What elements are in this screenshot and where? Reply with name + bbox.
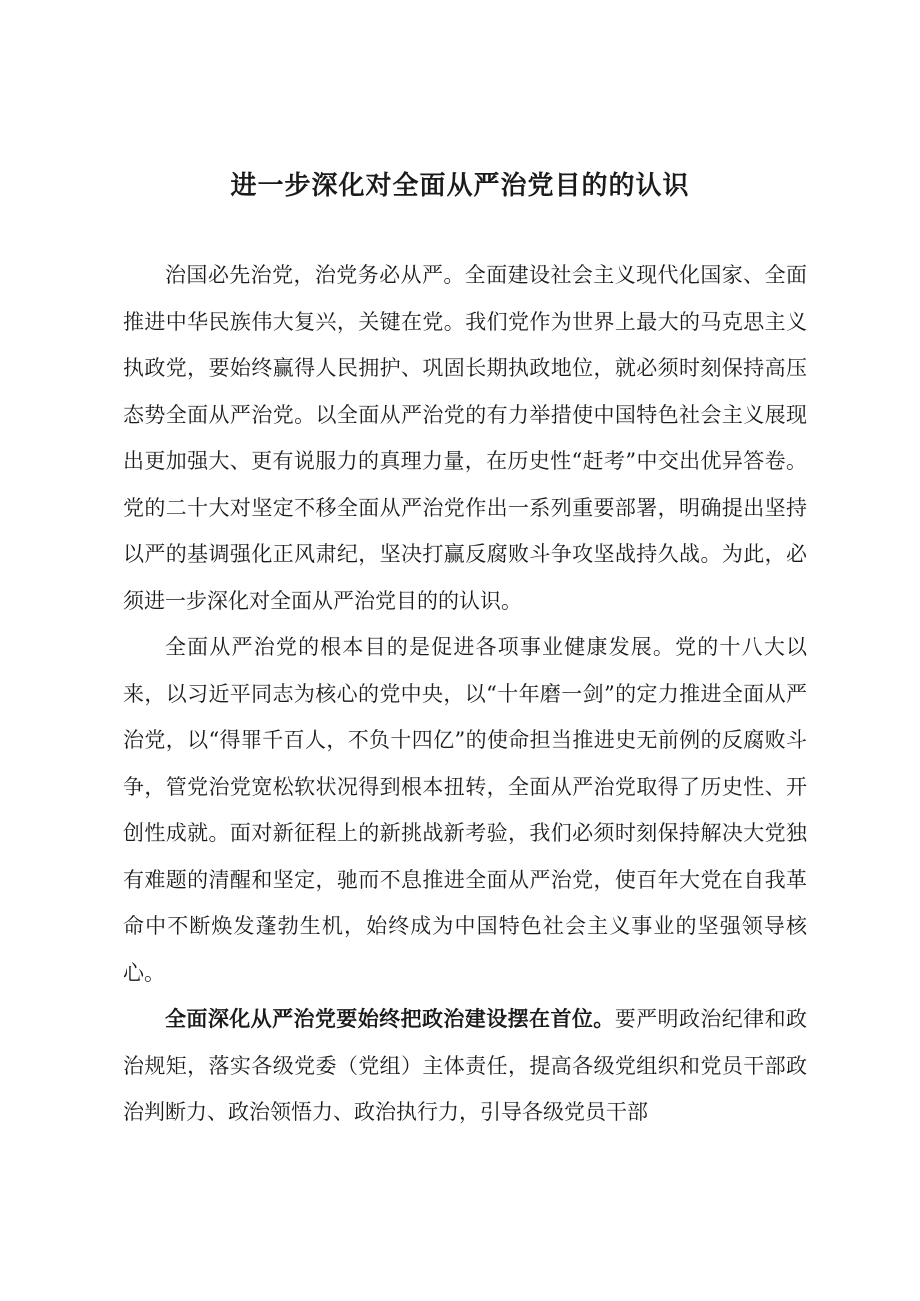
paragraph-1-text: 治国必先治党，治党务必从严。全面建设社会主义现代化国家、全面推进中华民族伟大复兴，关键在党。我们党作为世界上最大的马克思主义执政党，要始终赢得人民拥护、巩固长期执政地位，就必须时刻保持高压态势全面从严治党。以全面从严治党的有力举措使中国特色社会主义展现出更加强大、更有说服力的真理力量，在历史性“赶考”中交出优异答卷。党的二十大对坚定不移全面从严治党作出一系列重要部署，明确提出坚持以严的基调强化正风肃纪，坚决打赢反腐败斗争攻坚战持久战。为此，必须进一步深化对全面从严治党目的的认识。 bbox=[123, 263, 807, 613]
paragraph-3-lead-sentence: 全面深化从严治党要始终把政治建设摆在首位。 bbox=[165, 1007, 615, 1031]
paragraph-3 bbox=[123, 996, 807, 1136]
paragraph-3-text: 要严明政治纪律和政治规矩，落实各级党委（党组）主体责任，提高各级党组织和党员干部政治判断力、政治领悟力、政治执行力，引导各级党员干部 bbox=[123, 1007, 808, 1124]
paragraph-1 bbox=[123, 252, 807, 624]
paragraph-2-text: 全面从严治党的根本目的是促进各项事业健康发展。党的十八大以来，以习近平同志为核心的党中央，以“十年磨一剑”的定力推进全面从严治党，以“得罪千百人，不负十四亿”的使命担当推进史无前例的反腐败斗争，管党治党宽松软状况得到根本扭转，全面从严治党取得了历史性、开创性成就。面对新征程上的新挑战新考验，我们必须时刻保持解决大党独有难题的清醒和坚定，驰而不息推进全面从严治党，使百年大党在自我革命中不断焕发蓬勃生机，始终成为中国特色社会主义事业的坚强领导核心。 bbox=[123, 635, 807, 985]
document-title: 进一步深化对全面从严治党目的的认识 bbox=[230, 171, 690, 201]
document-body bbox=[123, 252, 807, 1136]
paragraph-2 bbox=[123, 624, 807, 996]
